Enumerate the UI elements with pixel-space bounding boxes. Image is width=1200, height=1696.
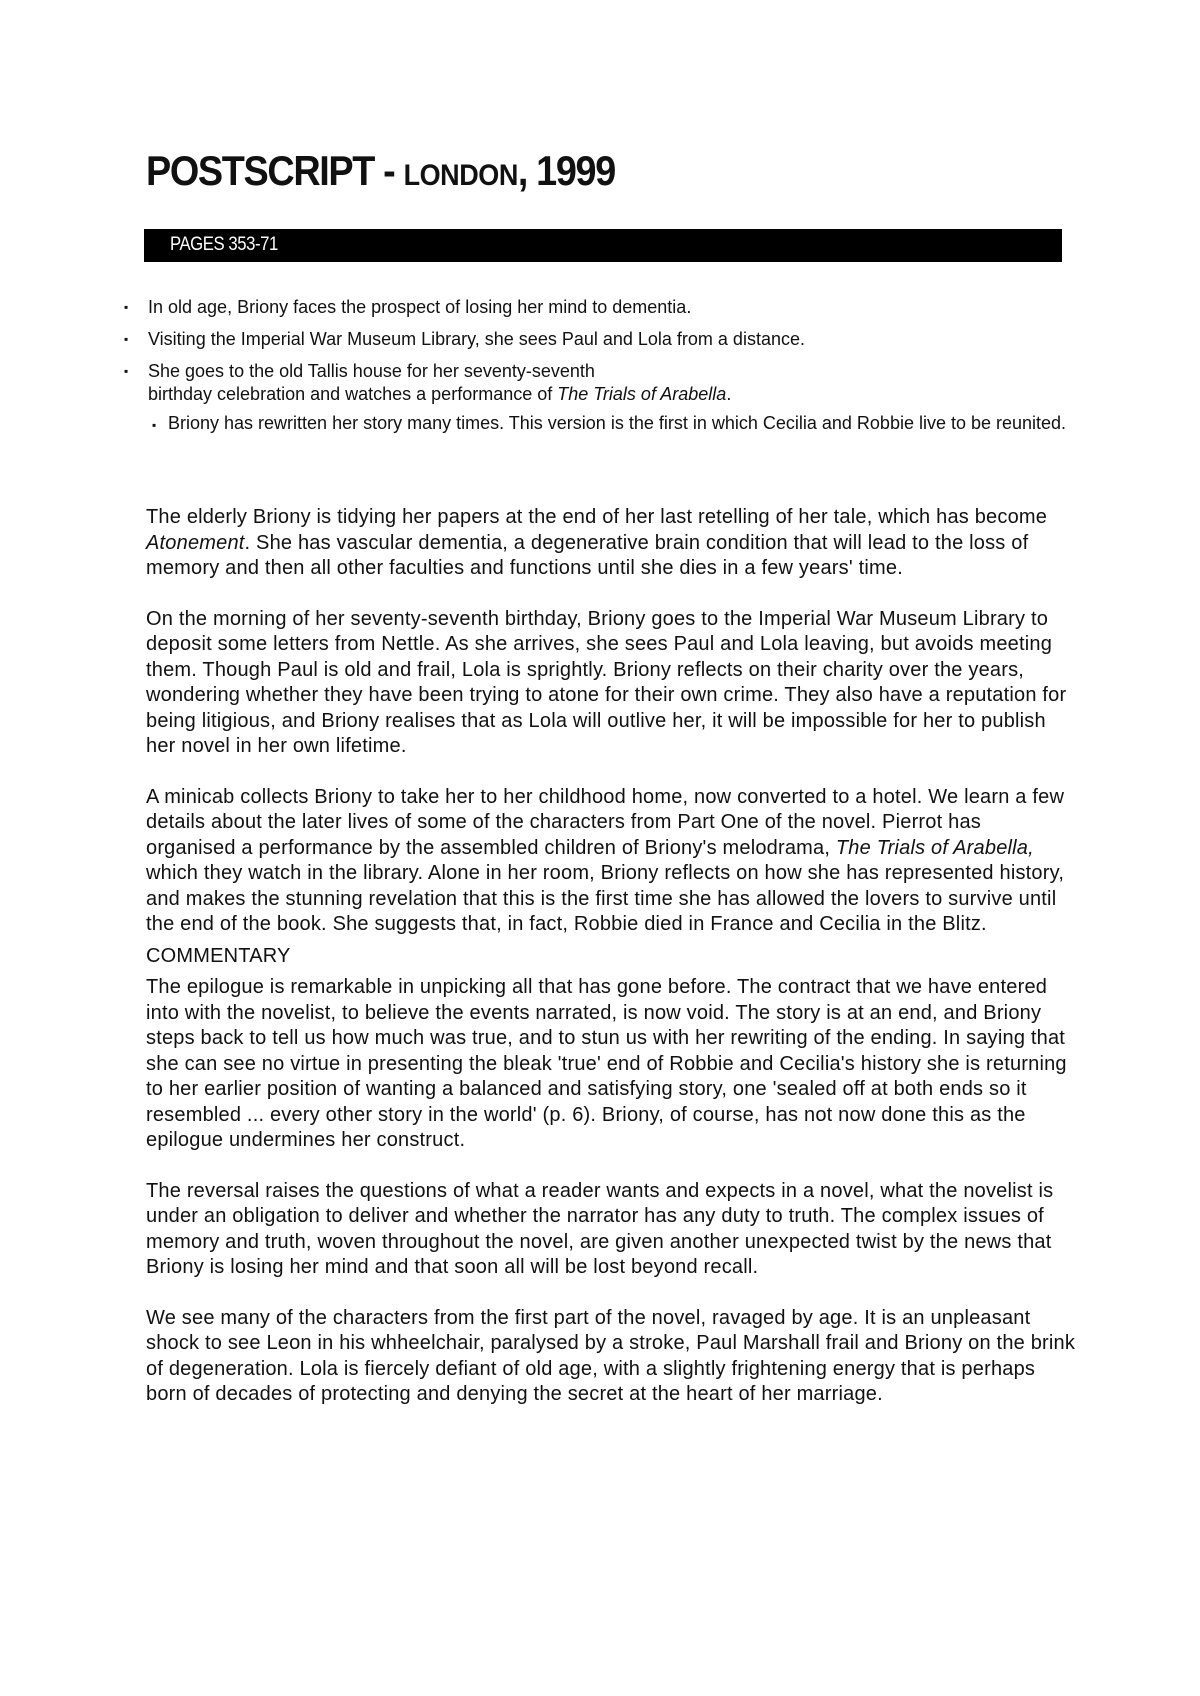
bullet-item	[120, 360, 1080, 406]
title-part-year: , 1999	[517, 147, 615, 194]
book-title: The Trials of Arabella	[557, 384, 727, 404]
bullet-text: In old age, Briony faces the prospect of losing her mind to dementia.	[148, 297, 692, 317]
bullet-item	[120, 412, 1080, 437]
bullet-text-continued: birthday celebration and watches a performance of	[148, 384, 558, 404]
paragraph: We see many of the characters from the first part of the novel, ravaged by age. It is an unpleasant shock to see Leon in his whheelchair, paralysed by a stroke, Paul Marshall frail and Briony on the brink of degeneration. Lola is fiercely defiant of old age, with a slightly frightening energy that is perhaps born of decades of protecting and denying the secret at the heart of her marriage.	[146, 1306, 1076, 1405]
bullet-text: Visiting the Imperial War Museum Library, she sees Paul and Lola from a distance.	[148, 329, 805, 349]
paragraph: On the morning of her seventy-seventh birthday, Briony goes to the Imperial War Museum Library to deposit some letters from Nettle. As she arrives, she sees Paul and Lola leaving, but avoids meeting them. Though Paul is old and frail, Lola is sprightly. Briony reflects on their charity over the years, wondering whether they have been trying to atone for their own crime. They also have a reputation for being litigious, and Briony realises that as Lola will outlive her, it will be impossible for her to publish her novel in her own lifetime.	[146, 607, 1067, 757]
bullet-text: She goes to the old Tallis house for her seventy-seventh	[148, 361, 595, 381]
bullet-text: Briony has rewritten her story many times. This version is the first in which Cecilia and Robbie live to be reunited.	[168, 413, 1067, 433]
book-title: Atonement	[146, 531, 245, 554]
bullet-item	[120, 296, 1080, 319]
paragraph: The reversal raises the questions of what a reader wants and expects in a novel, what the novelist is under an obligation to deliver and whether the narrator has any duty to truth. The complex issues of memory and truth, woven throughout the novel, are given another unexpected twist by the news that Briony is losing her mind and that soon all will be lost beyond recall.	[146, 1179, 1054, 1278]
title-part-london: LONDON	[403, 159, 518, 192]
bullet-text-end: .	[726, 384, 732, 404]
bullet-marker-icon: ▪	[124, 300, 129, 314]
paragraph: The epilogue is remarkable in unpicking all that has gone before. The contract that we have entered into with the novelist, to believe the events narrated, is now void. The story is at an end, and Briony steps back to tell us how much was true, and to stun us with her rewriting of the ending. In saying that she can see no virtue in presenting the bleak 'true' end of Robbie and Cecilia's history she is returning to her earlier position of wanting a balanced and satisfying story, one 'sealed off at both ends so it resembled ... every other story in the world' (p. 6). Briony, of course, has not now done this as the epilogue undermines her construct.	[146, 976, 1067, 1151]
bullet-marker-icon: ▪	[124, 332, 129, 346]
page-title	[146, 147, 615, 194]
commentary-heading: COMMENTARY	[146, 944, 291, 967]
bullet-item	[120, 328, 1080, 351]
summary-bullet-list	[120, 296, 1080, 446]
book-title: The Trials of Arabella,	[835, 836, 1034, 859]
pages-banner	[144, 229, 1062, 262]
title-part-postscript: POSTSCRIPT -	[146, 147, 395, 194]
paragraph: A minicab collects Briony to take her to her childhood home, now converted to a hotel. We learn a few details about the later lives of some of the characters from Part One of the novel. Pierrot has organised a performance by the assembled children of Briony's melodrama, The Trials of Arabella, which they watch in the library. Alone in her room, Briony reflects on how she has represented history, and makes the stunning revelation that this is the first time she has allowed the lovers to survive until the end of the book. She suggests that, in fact, Robbie died in France and Cecilia in the Blitz.	[146, 785, 1065, 935]
bullet-marker-icon: ▪	[124, 364, 129, 378]
pages-label: PAGES 353-71	[170, 234, 278, 255]
paragraph: The elderly Briony is tidying her papers at the end of her last retelling of her tale, which has become Atonement. She has vascular dementia, a degenerative brain condition that will lead to the loss of memory and then all other faculties and functions until she dies in a few years' time.	[146, 506, 1048, 579]
bullet-marker-icon: ▪	[152, 418, 157, 432]
body-text	[146, 505, 1076, 1433]
